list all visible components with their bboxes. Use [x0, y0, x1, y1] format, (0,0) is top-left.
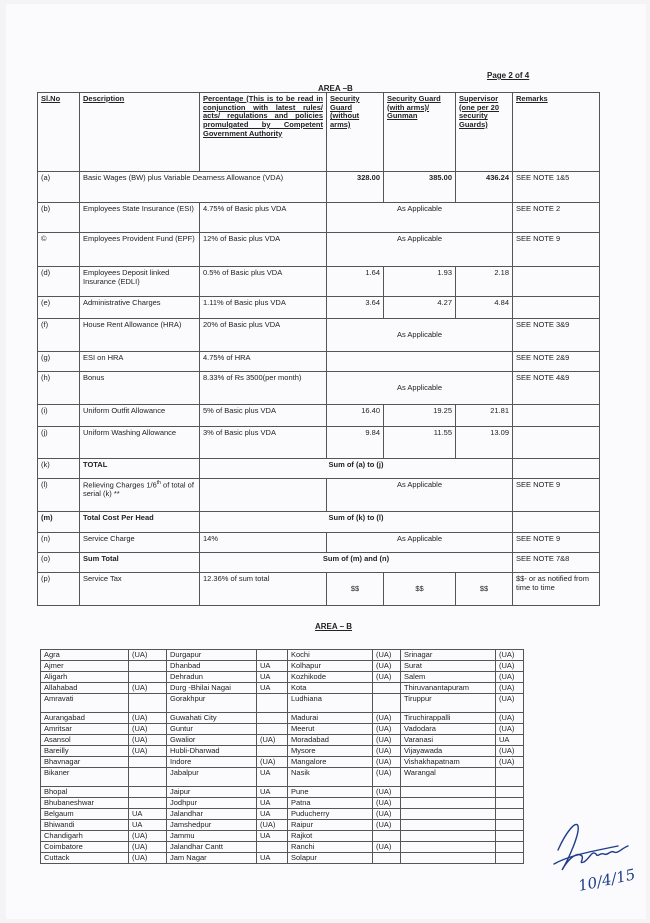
header-sl-no: Sl.No [38, 93, 80, 172]
remarks-cell [513, 427, 600, 459]
city-name: Gwalior [167, 735, 257, 746]
city-name: Durg -Bhilai Nagai [167, 683, 257, 694]
city-row [41, 757, 524, 768]
table-row-n [38, 533, 600, 553]
city-status: UA [257, 787, 288, 798]
city-status: UA [257, 853, 288, 864]
city-status: (UA) [373, 661, 401, 672]
desc-superscript: th [156, 480, 161, 486]
city-status: (UA) [257, 820, 288, 831]
sl-cell: (a) [38, 172, 80, 203]
city-name: Mangalore [288, 757, 373, 768]
remarks-cell: SEE NOTE 1&5 [513, 172, 600, 203]
city-status: UA [129, 820, 167, 831]
city-status [496, 842, 524, 853]
city-name: Jam Nagar [167, 853, 257, 864]
city-name: Jodhpur [167, 798, 257, 809]
remarks-cell [513, 267, 600, 297]
city-row [41, 724, 524, 735]
city-status [129, 787, 167, 798]
city-status: (UA) [373, 768, 401, 787]
applicable-cell: As Applicable [327, 479, 513, 512]
city-name: Amritsar [41, 724, 129, 735]
city-row [41, 672, 524, 683]
city-status [129, 661, 167, 672]
city-status: (UA) [129, 853, 167, 864]
signature-date: 10/4/15 [576, 865, 637, 895]
signature [548, 812, 643, 897]
sl-cell: (g) [38, 352, 80, 372]
gunman-value: $$ [384, 573, 456, 606]
city-row [41, 809, 524, 820]
city-status: (UA) [496, 724, 524, 735]
cities-body [41, 650, 524, 864]
remarks-cell: SEE NOTE 7&8 [513, 553, 600, 573]
percentage-cell: 8.33% of Rs 3500(per month) [200, 372, 327, 405]
sl-cell: (j) [38, 427, 80, 459]
city-name: Durgapur [167, 650, 257, 661]
percentage-cell: 4.75% of Basic plus VDA [200, 203, 327, 233]
sl-cell: (h) [38, 372, 80, 405]
description-cell: Uniform Outfit Allowance [80, 405, 200, 427]
percentage-cell: 12.36% of sum total [200, 573, 327, 606]
city-status [257, 694, 288, 713]
city-status: (UA) [257, 757, 288, 768]
description-cell: Employees Provident Fund (EPF) [80, 233, 200, 267]
percentage-cell: 4.75% of HRA [200, 352, 327, 372]
sl-cell: (e) [38, 297, 80, 319]
city-status [496, 787, 524, 798]
city-name: Srinagar [401, 650, 496, 661]
header-remarks: Remarks [513, 93, 600, 172]
city-status: UA [257, 661, 288, 672]
city-status: (UA) [373, 672, 401, 683]
city-name: Allahabad [41, 683, 129, 694]
table-row-c [38, 233, 600, 267]
description-cell: Service Tax [80, 573, 200, 606]
remarks-cell: SEE NOTE 2&9 [513, 352, 600, 372]
city-status [373, 683, 401, 694]
city-row [41, 798, 524, 809]
city-name: Indore [167, 757, 257, 768]
city-name: Jaipur [167, 787, 257, 798]
rates-table [37, 92, 600, 606]
city-name: Coimbatore [41, 842, 129, 853]
city-name: Bhubaneshwar [41, 798, 129, 809]
guard-value: 3.64 [327, 297, 384, 319]
remarks-cell: SEE NOTE 4&9 [513, 372, 600, 405]
city-name: Bhopal [41, 787, 129, 798]
sl-cell: (b) [38, 203, 80, 233]
supervisor-value: $$ [456, 573, 513, 606]
gunman-value: 4.27 [384, 297, 456, 319]
city-status [496, 809, 524, 820]
city-row [41, 713, 524, 724]
city-row [41, 787, 524, 798]
city-row [41, 853, 524, 864]
city-row [41, 694, 524, 713]
city-status: UA [257, 683, 288, 694]
city-status: (UA) [129, 746, 167, 757]
city-name: Jalandhar [167, 809, 257, 820]
applicable-cell: As Applicable [327, 203, 513, 233]
remarks-cell: SEE NOTE 3&9 [513, 319, 600, 352]
city-name: Ranchi [288, 842, 373, 853]
city-status [373, 831, 401, 842]
city-status: (UA) [129, 683, 167, 694]
description-cell: Uniform Washing Allowance [80, 427, 200, 459]
city-status [496, 768, 524, 787]
city-status: (UA) [373, 724, 401, 735]
remarks-cell: SEE NOTE 9 [513, 479, 600, 512]
city-name: Ajmer [41, 661, 129, 672]
city-name: Thiruvanantapuram [401, 683, 496, 694]
sl-cell: © [38, 233, 80, 267]
city-name: Kochi [288, 650, 373, 661]
applicable-cell: As Applicable [327, 372, 513, 405]
sum-cell: Sum of (k) to (l) [200, 512, 513, 533]
city-name [401, 831, 496, 842]
percentage-cell: 20% of Basic plus VDA [200, 319, 327, 352]
city-name: Jammu [167, 831, 257, 842]
gunman-value: 1.93 [384, 267, 456, 297]
sum-cell: Sum of (a) to (j) [200, 459, 513, 479]
city-row [41, 820, 524, 831]
applicable-cell: As Applicable [327, 533, 513, 553]
desc-part: Relieving Charges 1/6 [83, 480, 157, 490]
percentage-cell: 12% of Basic plus VDA [200, 233, 327, 267]
city-name: Guntur [167, 724, 257, 735]
city-name: Ludhiana [288, 694, 373, 713]
city-row [41, 735, 524, 746]
city-status [129, 672, 167, 683]
city-status: (UA) [496, 757, 524, 768]
city-status [496, 831, 524, 842]
city-status: (UA) [373, 842, 401, 853]
city-row [41, 768, 524, 787]
city-name: Nasik [288, 768, 373, 787]
table-row-h [38, 372, 600, 405]
percentage-cell: 1.11% of Basic plus VDA [200, 297, 327, 319]
description-cell: ESI on HRA [80, 352, 200, 372]
city-status [496, 820, 524, 831]
sl-cell: (k) [38, 459, 80, 479]
city-name: Meerut [288, 724, 373, 735]
percentage-cell: 3% of Basic plus VDA [200, 427, 327, 459]
city-row [41, 683, 524, 694]
guard-value: 328.00 [327, 172, 384, 203]
remarks-cell [513, 297, 600, 319]
city-name: Gorakhpur [167, 694, 257, 713]
city-name: Jabalpur [167, 768, 257, 787]
city-name: Bikaner [41, 768, 129, 787]
city-status: (UA) [373, 809, 401, 820]
sl-cell: (p) [38, 573, 80, 606]
city-name [401, 787, 496, 798]
description-cell: Administrative Charges [80, 297, 200, 319]
city-name [401, 820, 496, 831]
table-row-e [38, 297, 600, 319]
supervisor-value: 2.18 [456, 267, 513, 297]
city-name: Surat [401, 661, 496, 672]
city-row [41, 831, 524, 842]
city-name: Puducherry [288, 809, 373, 820]
city-status: UA [496, 735, 524, 746]
city-status: (UA) [129, 831, 167, 842]
city-name: Tiruppur [401, 694, 496, 713]
sl-cell: (l) [38, 479, 80, 512]
sl-cell: (m) [38, 512, 80, 533]
guard-value: 1.64 [327, 267, 384, 297]
guard-value: $$ [327, 573, 384, 606]
city-status: UA [257, 798, 288, 809]
city-name: Guwahati City [167, 713, 257, 724]
city-status: (UA) [373, 798, 401, 809]
city-name: Aligarh [41, 672, 129, 683]
table-row-m [38, 512, 600, 533]
percentage-cell [200, 479, 327, 512]
city-status [496, 798, 524, 809]
desc-part: of total of serial (k) ** [83, 480, 194, 499]
city-status: (UA) [129, 842, 167, 853]
city-name [401, 853, 496, 864]
description-cell: Total Cost Per Head [80, 512, 200, 533]
remarks-cell: SEE NOTE 9 [513, 533, 600, 553]
city-name: Moradabad [288, 735, 373, 746]
city-name: Kota [288, 683, 373, 694]
table-row-b [38, 203, 600, 233]
city-status: (UA) [496, 713, 524, 724]
city-status: UA [257, 768, 288, 787]
city-name: Patna [288, 798, 373, 809]
city-name: Madurai [288, 713, 373, 724]
city-status: (UA) [496, 694, 524, 713]
description-cell: Sum Total [80, 553, 200, 573]
supervisor-value: 4.84 [456, 297, 513, 319]
city-name: Dehradun [167, 672, 257, 683]
city-status [257, 724, 288, 735]
sl-cell: (o) [38, 553, 80, 573]
description-cell: Service Charge [80, 533, 200, 553]
table-row-g [38, 352, 600, 372]
applicable-cell: As Applicable [327, 319, 513, 352]
city-name [401, 798, 496, 809]
table-row-k [38, 459, 600, 479]
city-name: Dhanbad [167, 661, 257, 672]
description-cell: Bonus [80, 372, 200, 405]
table-row-p [38, 573, 600, 606]
city-name [401, 809, 496, 820]
city-status [257, 842, 288, 853]
city-status [373, 853, 401, 864]
sum-cell: Sum of (m) and (n) [200, 553, 513, 573]
guard-value: 9.84 [327, 427, 384, 459]
city-name: Asansol [41, 735, 129, 746]
city-name: Agra [41, 650, 129, 661]
city-status: (UA) [496, 661, 524, 672]
supervisor-value: 13.09 [456, 427, 513, 459]
sl-cell: (i) [38, 405, 80, 427]
table-row-o [38, 553, 600, 573]
city-status: UA [129, 809, 167, 820]
city-status: (UA) [373, 787, 401, 798]
city-name: Bhiwandi [41, 820, 129, 831]
remarks-cell [513, 512, 600, 533]
city-status [373, 694, 401, 713]
city-name: Solapur [288, 853, 373, 864]
area-title-top: AREA –B [318, 84, 353, 93]
sl-cell: (f) [38, 319, 80, 352]
city-status [129, 768, 167, 787]
city-status: UA [257, 672, 288, 683]
city-name: Hubli-Dharwad [167, 746, 257, 757]
city-row [41, 661, 524, 672]
city-status: (UA) [373, 650, 401, 661]
remarks-cell: $$- or as notified from time to time [513, 573, 600, 606]
city-status [257, 650, 288, 661]
city-status: (UA) [373, 746, 401, 757]
supervisor-value: 436.24 [456, 172, 513, 203]
city-name: Rajkot [288, 831, 373, 842]
city-name [401, 842, 496, 853]
city-row [41, 842, 524, 853]
remarks-cell [513, 459, 600, 479]
city-status: (UA) [496, 746, 524, 757]
city-name: Salem [401, 672, 496, 683]
city-status: (UA) [373, 820, 401, 831]
gunman-value: 385.00 [384, 172, 456, 203]
header-description: Description [80, 93, 200, 172]
description-cell: Employees Deposit linked Insurance (EDLI) [80, 267, 200, 297]
table-row-f [38, 319, 600, 352]
description-cell [80, 479, 200, 512]
guard-value: 16.40 [327, 405, 384, 427]
table-header-row [38, 93, 600, 172]
city-name: Kolhapur [288, 661, 373, 672]
city-name: Mysore [288, 746, 373, 757]
city-status: (UA) [496, 672, 524, 683]
description-cell: Basic Wages (BW) plus Variable Dearness Allowance (VDA) [80, 172, 327, 203]
city-name: Bareilly [41, 746, 129, 757]
remarks-cell: SEE NOTE 2 [513, 203, 600, 233]
percentage-cell: 0.5% of Basic plus VDA [200, 267, 327, 297]
gunman-value: 19.25 [384, 405, 456, 427]
header-supervisor: Supervisor (one per 20 security Guards) [456, 93, 513, 172]
city-status: UA [257, 809, 288, 820]
supervisor-value: 21.81 [456, 405, 513, 427]
city-name: Pune [288, 787, 373, 798]
city-status: (UA) [496, 650, 524, 661]
city-status: (UA) [257, 735, 288, 746]
applicable-cell: As Applicable [327, 233, 513, 267]
city-name: Raipur [288, 820, 373, 831]
city-status: (UA) [129, 735, 167, 746]
city-status: (UA) [373, 735, 401, 746]
area-title-mid: AREA – B [315, 622, 353, 631]
city-status [129, 694, 167, 713]
city-name: Bhavnagar [41, 757, 129, 768]
table-row-l [38, 479, 600, 512]
page-number: Page 2 of 4 [487, 71, 530, 80]
percentage-cell: 14% [200, 533, 327, 553]
sl-cell: (n) [38, 533, 80, 553]
description-cell: House Rent Allowance (HRA) [80, 319, 200, 352]
city-status [257, 746, 288, 757]
city-name: Kozhikode [288, 672, 373, 683]
city-status: UA [257, 831, 288, 842]
city-status: (UA) [129, 650, 167, 661]
city-name: Vijayawada [401, 746, 496, 757]
city-status: (UA) [129, 713, 167, 724]
header-gunman: Security Guard (with arms)/ Gunman [384, 93, 456, 172]
sl-cell: (d) [38, 267, 80, 297]
city-name: Amravati [41, 694, 129, 713]
city-row [41, 650, 524, 661]
table-row-i [38, 405, 600, 427]
city-status [129, 798, 167, 809]
city-status [496, 853, 524, 864]
city-name: Warangal [401, 768, 496, 787]
city-name: Vadodara [401, 724, 496, 735]
city-name: Belgaum [41, 809, 129, 820]
city-status: (UA) [496, 683, 524, 694]
city-name: Tiruchirappalli [401, 713, 496, 724]
gunman-value: 11.55 [384, 427, 456, 459]
header-guard: Security Guard (without arms) [327, 93, 384, 172]
city-name: Vishakhapatnam [401, 757, 496, 768]
city-name: Aurangabad [41, 713, 129, 724]
city-status [257, 713, 288, 724]
table-row-a [38, 172, 600, 203]
table-row-j [38, 427, 600, 459]
city-name: Jamshedpur [167, 820, 257, 831]
city-name: Chandigarh [41, 831, 129, 842]
remarks-cell [513, 405, 600, 427]
description-cell: TOTAL [80, 459, 200, 479]
remarks-cell: SEE NOTE 9 [513, 233, 600, 267]
table-row-d [38, 267, 600, 297]
header-percentage: Percentage (This is to be read in conjunction with latest rules/ acts/ regulations and policies promulgated by Competent Government Authority [200, 93, 327, 172]
city-row [41, 746, 524, 757]
description-cell: Employees State Insurance (ESI) [80, 203, 200, 233]
percentage-cell: 5% of Basic plus VDA [200, 405, 327, 427]
city-name: Varanasi [401, 735, 496, 746]
cities-table [40, 649, 524, 864]
city-status: (UA) [373, 757, 401, 768]
city-name: Cuttack [41, 853, 129, 864]
city-status: (UA) [373, 713, 401, 724]
city-name: Jalandhar Cantt [167, 842, 257, 853]
city-status: (UA) [129, 724, 167, 735]
city-status [129, 757, 167, 768]
blank-cell [327, 352, 513, 372]
